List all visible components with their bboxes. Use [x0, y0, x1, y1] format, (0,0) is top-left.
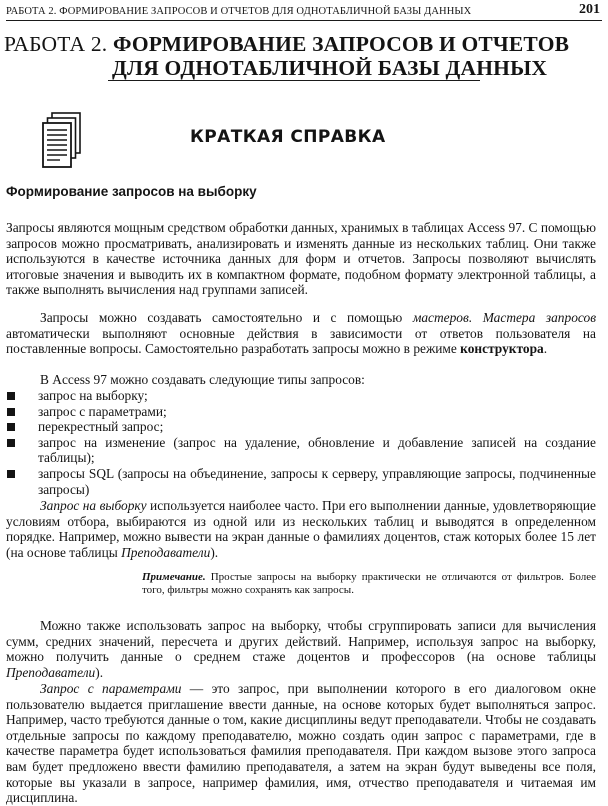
chapter-underline — [108, 80, 480, 81]
chapter-title-text-2: ДЛЯ ОДНОТАБЛИЧНОЙ БАЗЫ ДАННЫХ — [112, 56, 548, 80]
term-masters: мастеров. Мастера запросов — [412, 310, 597, 325]
running-header-title: РАБОТА 2. ФОРМИРОВАНИЕ ЗАПРОСОВ И ОТЧЕТОВ ДЛЯ ОДНОТАБЛИЧНОЙ БАЗЫ ДАННЫХ — [6, 6, 472, 17]
term-teachers-table: Преподаватели — [121, 544, 211, 560]
paragraph-2-part-a: Запросы можно создавать самостоятельно и с помощью — [40, 310, 413, 325]
document-stack-icon — [42, 112, 82, 168]
chapter-title — [4, 32, 578, 80]
paragraph-4-part-d: ). — [210, 544, 219, 560]
bullet-square-icon — [7, 392, 15, 400]
reference-title: КРАТКАЯ СПРАВКА — [190, 127, 386, 147]
paragraph-2-part-e: . — [543, 341, 548, 357]
paragraph-4 — [6, 498, 596, 560]
paragraph-4-part-b: используется наиболее часто. При его выполнении данные, удовлетворяющие условиям отбора, выбираются из одной или из нескольких таблиц и выводятся в определенном порядке. Например, можно вывести на экран данные о фамилиях доцентов, стаж которых более 15 лет (на основе таблицы — [6, 498, 596, 560]
bullet-square-icon — [7, 470, 15, 478]
chapter-title-text-1: ФОРМИРОВАНИЕ ЗАПРОСОВ И ОТЧЕТОВ — [112, 32, 570, 56]
paragraph-3-text: В Access 97 можно создавать следующие типы запросов: — [40, 372, 365, 387]
term-parameter-query: Запрос с параметрами — [40, 681, 182, 696]
list-item: запрос на изменение (запрос на удаление, обновление и добавление записей на создание таблицы); — [6, 435, 596, 466]
chapter-number: РАБОТА 2. — [4, 32, 108, 56]
paragraph-2 — [6, 310, 596, 357]
list-item: запрос с параметрами; — [6, 404, 596, 420]
term-teachers-table: Преподаватели — [6, 664, 96, 680]
running-header — [6, 4, 602, 21]
list-item: запросы SQL (запросы на объединение, запросы к серверу, управляющие запросы, подчиненные запросы) — [6, 466, 596, 497]
paragraph-1-text: Запросы являются мощным средством обработки данных, хранимых в таблицах Access 97. С помощью запросов можно просматривать, анализировать и изменять данные из нескольких таблиц. Они также используются в качестве источника данных для форм и отчетов. Запросы позволяют вычислять итоговые значения и выводить их в компактном формате, подобном формату электронной таблицы, а также выполнять вычисления над группами записей. — [6, 220, 597, 298]
term-select-query: Запрос на выборку — [40, 498, 147, 513]
query-types-list — [6, 388, 596, 497]
paragraph-5-part-a: Можно также использовать запрос на выборку, чтобы сгруппировать записи для вычисления сумм, средних значений, пересчета и других действий. Например, используя запрос на выборку, можно получить данные о среднем стаже доцентов и профессоров (на основе таблицы — [6, 618, 596, 665]
list-item: запрос на выборку; — [6, 388, 596, 404]
paragraph-1 — [6, 220, 596, 298]
bullet-square-icon — [7, 408, 15, 416]
bullet-square-icon — [7, 423, 15, 431]
paragraph-6 — [6, 681, 596, 806]
chapter-title-line1 — [4, 32, 578, 56]
note-label: Примечание. — [142, 571, 206, 583]
note-text: Простые запросы на выборку практически не отличаются от фильтров. Более того, фильтры можно сохранять как запросы. — [142, 571, 596, 596]
paragraph-5-part-c: ). — [95, 664, 104, 680]
paragraph-2-part-c: автоматически выполняют основные действия в зависимости от ответов пользователя на поставленные вопросы. Самостоятельно разработать запросы можно в режиме — [6, 325, 596, 357]
term-designer: конструктора — [460, 341, 544, 357]
list-item: перекрестный запрос; — [6, 419, 596, 435]
paragraph-6-part-b: — это запрос, при выполнении которого в его диалоговом окне пользователю выдается приглашение ввести данные, на основе которых будет выполняться запрос. Например, часто требуются данные о том, какие дисциплины ведут преподаватели. Чтобы не создавать отдельные запросы по каждому преподавателю, можно создать один запрос с параметрами, где в качестве параметра будет использоваться фамилия преподавателя. При каждом вызове этого запроса вам будет предложено ввести фамилию преподавателя, а затем на экран будут выведены все поля, которые вы указали в запросе, например фамилия, имя, отчество преподавателя и читаемая им дисциплина. — [6, 681, 596, 806]
paragraph-3 — [6, 372, 596, 388]
note — [142, 571, 596, 597]
page-number: 201 — [579, 2, 600, 17]
paragraph-5 — [6, 618, 596, 680]
section-heading: Формирование запросов на выборку — [6, 184, 257, 199]
bullet-square-icon — [7, 439, 15, 447]
